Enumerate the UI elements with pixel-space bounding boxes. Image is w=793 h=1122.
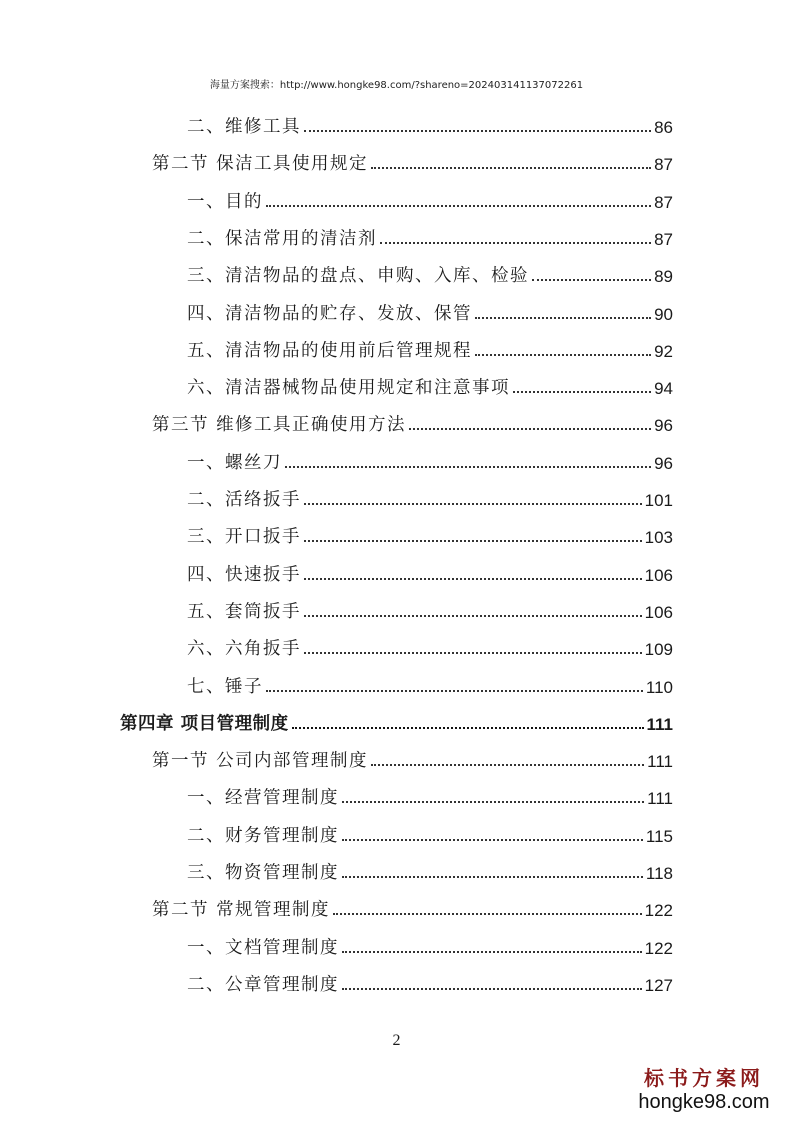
toc-dot-leader [342,988,642,990]
toc-entry-title: 第三节 维修工具正确使用方法 [152,415,407,436]
toc-dot-leader [333,913,642,915]
toc-entry-page: 101 [644,491,673,510]
toc-entry-page: 86 [654,118,673,137]
toc-entry[interactable] [187,623,673,660]
toc-entry-page: 90 [654,304,673,324]
toc-dot-leader [292,727,644,729]
toc-entry-title: 四、快速扳手 [187,564,301,585]
toc-entry[interactable] [187,959,673,996]
toc-entry-title: 二、财务管理制度 [187,825,339,846]
toc-dot-leader [266,690,643,692]
toc-entry-page: 122 [644,938,673,958]
toc-entry[interactable] [187,511,673,548]
toc-entry-title: 二、公章管理制度 [187,974,339,995]
toc-dot-leader [475,317,651,319]
toc-entry-page: 127 [644,975,673,995]
toc-entry-page: 92 [654,341,673,361]
toc-entry-title: 五、清洁物品的使用前后管理规程 [187,340,472,361]
toc-entry-title: 第四章 项目管理制度 [120,713,289,734]
toc-entry[interactable] [187,922,673,959]
toc-entry[interactable] [152,399,673,436]
toc-dot-leader [285,466,651,468]
toc-dot-leader [304,503,642,505]
toc-entry[interactable] [187,288,673,325]
toc-entry-page: 87 [654,229,673,249]
page-header-search-url: 海量方案搜索：http://www.hongke98.com/?shareno=202403141137072261 [209,80,584,91]
toc-entry[interactable] [187,549,673,586]
toc-entry-title: 五、套筒扳手 [187,601,301,622]
toc-entry-chapter[interactable] [120,698,673,735]
toc-entry[interactable] [187,810,673,847]
toc-dot-leader [409,428,651,430]
toc-entry[interactable] [187,772,673,809]
toc-entry[interactable] [152,735,673,772]
site-watermark-logo [629,1066,779,1114]
toc-entry[interactable] [187,213,673,250]
toc-entry-title: 二、活络扳手 [187,490,301,510]
toc-dot-leader [304,540,642,542]
toc-entry[interactable] [187,847,673,884]
toc-entry-page: 118 [645,864,673,883]
toc-entry[interactable] [187,661,673,698]
toc-dot-leader [475,354,651,356]
toc-dot-leader [532,279,651,281]
toc-entry-page: 103 [644,528,673,548]
toc-dot-leader [342,839,643,841]
toc-entry-title: 第一节 公司内部管理制度 [152,751,369,772]
toc-entry[interactable] [152,884,673,921]
watermark-domain-text: hongke98.com [638,1091,770,1113]
toc-dot-leader [342,951,642,953]
toc-entry-page: 96 [654,453,673,473]
toc-entry[interactable] [187,250,673,287]
toc-entry-page: 106 [644,602,673,622]
toc-dot-leader [513,391,651,393]
toc-entry-page: 111 [647,752,673,772]
toc-dot-leader [304,578,642,580]
toc-entry-page: 111 [647,789,673,809]
toc-entry[interactable] [187,474,673,511]
toc-entry-title: 第二节 常规管理制度 [152,900,331,921]
toc-entry-title: 三、清洁物品的盘点、申购、入库、检验 [187,266,529,287]
toc-entry-page: 109 [644,640,673,660]
toc-entry-page: 122 [644,901,673,921]
toc-entry-title: 一、经营管理制度 [187,788,339,809]
toc-entry-title: 六、六角扳手 [187,639,301,660]
toc-entry-page: 106 [644,565,673,585]
toc-dot-leader [304,130,651,132]
toc-entry-title: 三、开口扳手 [187,527,301,548]
toc-entry[interactable] [187,362,673,399]
toc-dot-leader [380,242,651,244]
toc-dot-leader [371,764,644,766]
toc-entry-title: 一、目的 [187,191,263,212]
toc-entry-title: 二、维修工具 [187,117,301,137]
toc-entry[interactable] [152,138,673,175]
toc-dot-leader [342,801,644,803]
toc-dot-leader [342,876,643,878]
toc-entry-page: 89 [654,267,673,287]
toc-entry-title: 二、保洁常用的清洁剂 [187,228,377,249]
toc-entry[interactable] [187,586,673,623]
toc-entry[interactable] [187,437,673,474]
toc-entry-title: 六、清洁器械物品使用规定和注意事项 [187,378,510,399]
toc-entry-title: 一、文档管理制度 [187,937,339,958]
toc-entry-page: 115 [645,826,673,846]
toc-dot-leader [266,205,651,207]
toc-entry-page: 87 [654,192,673,212]
toc-dot-leader [371,167,651,169]
page-number: 2 [392,1032,401,1049]
toc-entry-title: 三、物资管理制度 [187,863,339,883]
toc-entry[interactable] [187,101,673,138]
toc-dot-leader [304,615,642,617]
toc-entry-title: 四、清洁物品的贮存、发放、保管 [187,303,472,324]
toc-entry-page: 94 [654,379,673,399]
toc-entry-title: 一、螺丝刀 [187,452,282,473]
toc-entry-page: 110 [645,677,673,697]
toc-entry-page: 111 [646,714,673,734]
toc-entry[interactable] [187,176,673,213]
toc-entry-title: 七、锤子 [187,676,263,697]
toc-entry-page: 87 [654,155,673,175]
toc-entry-page: 96 [654,416,673,436]
toc-entry[interactable] [187,325,673,362]
watermark-cn-text: 标书方案网 [644,1066,764,1090]
toc-dot-leader [304,652,642,654]
toc-entry-title: 第二节 保洁工具使用规定 [152,154,369,175]
